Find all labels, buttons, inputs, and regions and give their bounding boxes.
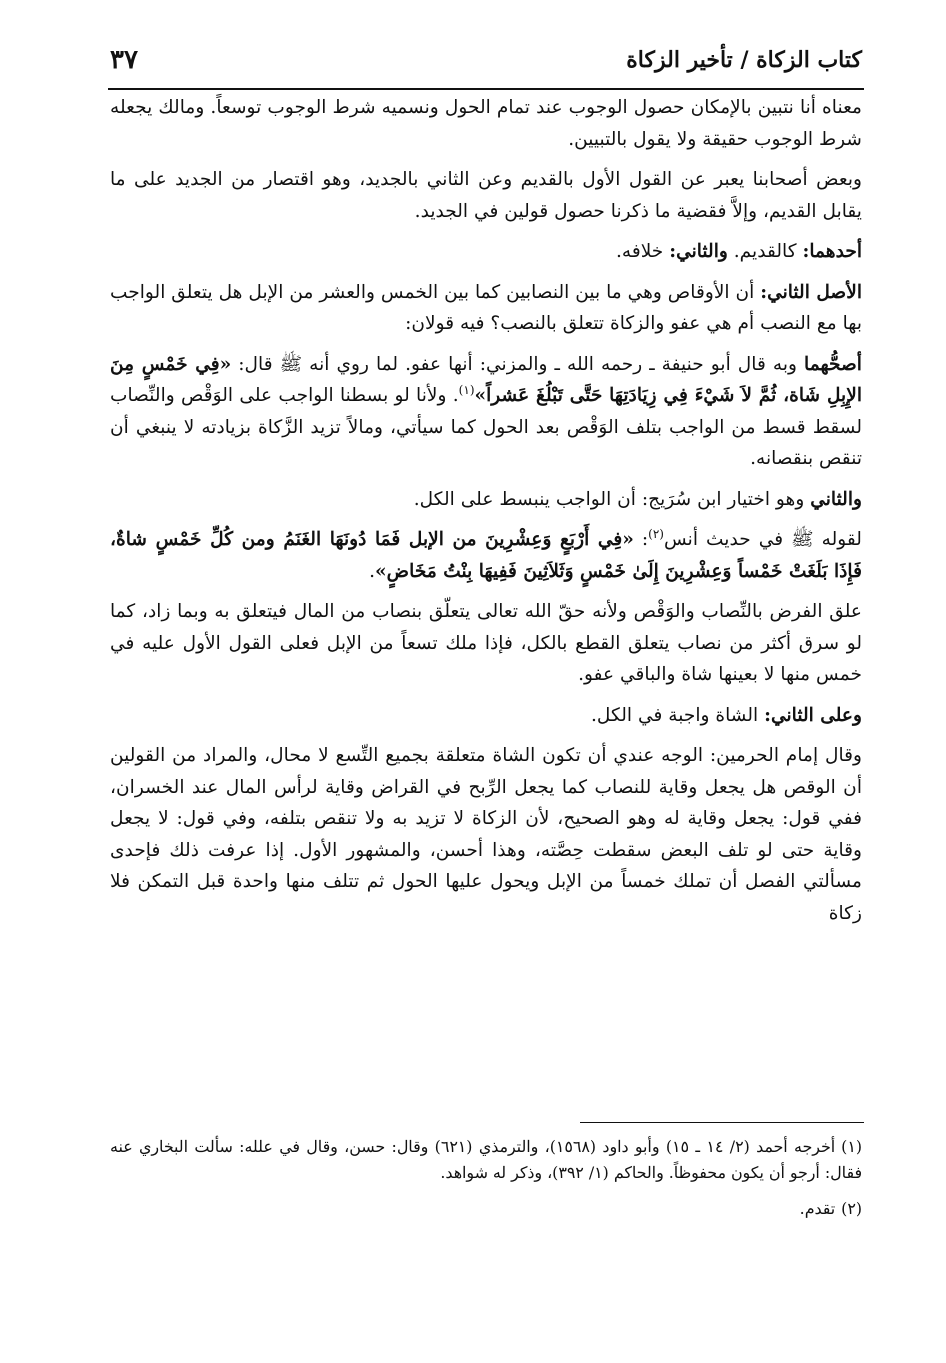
footnote-2 <box>110 1196 862 1222</box>
paragraph-4: الأصل الثاني: أن الأوقاص وهي ما بين النصابين كما بين الخمس والعشر من الإبل هل يتعلق الواجب بها مع النصب أم هي عفو والزكاة تتعلق بالنصب؟ فيه قولان: <box>110 281 862 334</box>
lead-term: أحدهما: <box>802 241 862 262</box>
paragraph-7: لقوله ﷺ في حديث أنس$^{(٢)}$: «فِي أَرْبَعٍ وَعِشْرِينَ من الإبل فَمَا دُونَهَا الغَنَمُ ومن كُلِّ خَمْسٍ شاةٌ، فَإِذَا بَلَغَتْ خَمْساً وَعِشْرِينَ إِلَىٰ خَمْسٍ وَثَلاَثِينَ فَفِيهَا بِنْتُ مَخَاضٍ». <box>110 526 862 582</box>
lead-term: وعلى الثاني: <box>764 704 862 726</box>
hadith-quote: «فِي خَمْسٍ مِنَ الإِبِلِ شَاة، ثُمَّ لاَ شَيْءَ فِي زِيَادَتِهَا حَتَّى تَبْلُغَ عَشراً» <box>110 353 862 406</box>
footnote-text: تقدم. <box>799 1199 836 1218</box>
footnotes <box>110 1134 862 1232</box>
page-header <box>110 36 862 84</box>
lead-term: الأصل الثاني: <box>760 281 862 303</box>
lead-term: أصحُّهما <box>804 353 862 375</box>
paragraph-3: أحدهما: كالقديم. والثاني: خلافه. <box>615 241 862 262</box>
footnote-number: (٢) <box>841 1199 862 1218</box>
paragraph-1: معناه أنا نتبين بالإمكان حصول الوجوب عند تمام الحول ونسميه شرط الوجوب توسعاً. ومالك يجعله شرط الوجوب حقيقة ولا يقول بالتبيين. <box>110 97 862 150</box>
footnote-1 <box>110 1134 862 1186</box>
paragraph-8: علق الفرض بالنِّصاب والوَقْص ولأنه حقّ الله تعالى يتعلّق بنصاب من المال فيتعلق به وبما زاد، كما لو سرق أكثر من نصاب يتعلق القطع بالكل، فإذا ملك تسعاً من الإبل فعلى القول الأول عليه في خمس منها لا بعينها شاة والباقي عفو. <box>110 601 862 685</box>
paragraph-6: والثاني وهو اختيار ابن سُرَيج: أن الواجب ينبسط على الكل. <box>413 488 862 510</box>
page-number: ٣٧ <box>110 45 138 75</box>
paragraph-2: وبعض أصحابنا يعبر عن القول الأول بالقديم وعن الثاني بالجديد، وهو اقتصار من الجديد على ما يقابل القديم، وإلاَّ فقضية ما ذكرنا حصول قولين في الجديد. <box>110 169 862 222</box>
hadith-quote: «فِي أَرْبَعٍ وَعِشْرِينَ من الإبل فَمَا دُونَهَا الغَنَمُ ومن كُلِّ خَمْسٍ شاةٌ، فَإِذَا بَلَغَتْ خَمْساً وَعِشْرِينَ إِلَىٰ خَمْسٍ وَثَلاَثِينَ فَفِيهَا بِنْتُ مَخَاضٍ» <box>110 529 862 582</box>
footnote-text: أخرجه أحمد (٢/ ١٤ ـ ١٥) وأبو داود (١٥٦٨)، والترمذي (٦٢١) وقال: حسن، وقال في علله: سألت البخاري عنه فقال: أرجو أن يكون محفوظاً. والحاكم (١/ ٣٩٢)، وذكر له شواهد. <box>110 1137 862 1182</box>
running-title: كتاب الزكاة / تأخير الزكاة <box>626 47 862 73</box>
main-text <box>110 92 862 938</box>
lead-term: والثاني: <box>669 241 728 262</box>
header-rule <box>108 88 864 90</box>
footnote-marker-2: (٢) <box>648 526 664 541</box>
lead-term: والثاني <box>810 488 862 510</box>
paragraph-10: وقال إمام الحرمين: الوجه عندي أن تكون الشاة متعلقة بجميع التِّسع لا محال، والمراد من القولين أن الوقص هل يجعل وقاية للنصاب كما يجعل الرِّبح في القراض وقاية لرأس المال عند الخسران، ففي قول: يجعل وقاية له وهو الصحيح، لأن الزكاة لا تزيد به ولا تنقص بتلفه، وفي قول: لا يجعل وقاية حتى لو تلف البعض سقطت حِصَّته، وهذا أحسن، والمشهور الأول. إذا عرفت ذلك فإحدى مسألتي الفصل أن تملك خمساً من الإبل ويحول عليها الحول ثم تتلف منها واحدة قبل التمكن فلا زكاة <box>110 745 862 924</box>
footnote-rule <box>580 1122 864 1123</box>
paragraph-5: أصحُّهما وبه قال أبو حنيفة ـ رحمه الله ـ والمزني: أنها عفو. لما روي أنه ﷺ قال: «فِي خَمْسٍ مِنَ الإِبِلِ شَاة، ثُمَّ لاَ شَيْءَ فِي زِيَادَتِهَا حَتَّى تَبْلُغَ عَشراً»$^{(١)}$. ولأنا لو بسطنا الواجب على الوَقْص والنِّصاب لسقط قسط من الواجب بتلف الوَقْص بعد الحول كما سيأتي، ومالاً تزيد الزَّكاة بزيادته لا ينبغي أن تنقص بنقصانه. <box>110 353 862 469</box>
footnote-marker-1: (١) <box>458 382 475 397</box>
footnote-number: (١) <box>841 1137 863 1156</box>
paragraph-9: وعلى الثاني: الشاة واجبة في الكل. <box>590 704 862 726</box>
